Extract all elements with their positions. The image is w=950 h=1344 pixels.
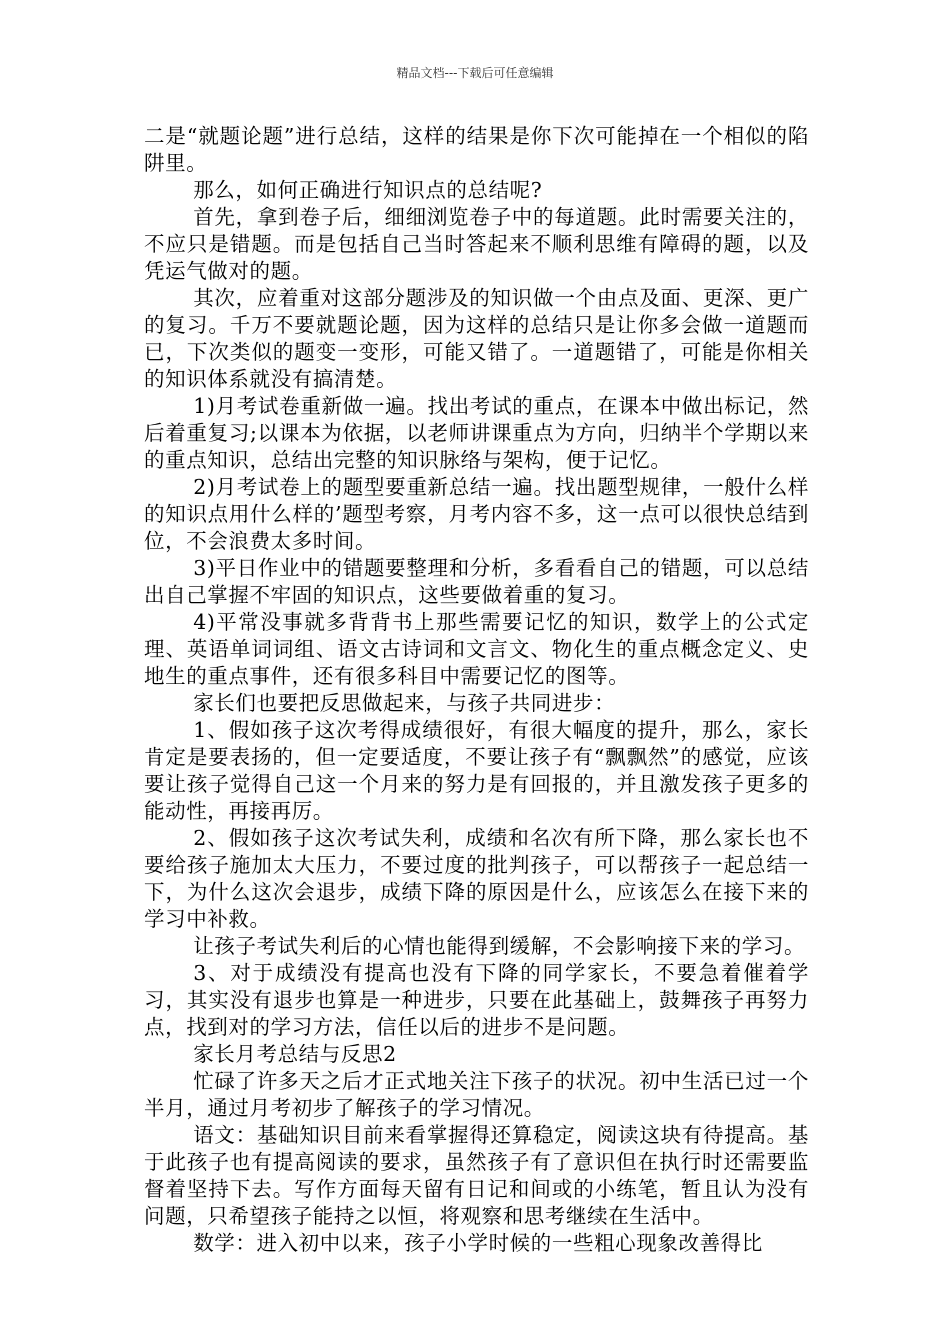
paragraph: 语文：基础知识目前来看掌握得还算稳定，阅读这块有待提高。基于此孩子也有提高阅读的要求，虽然孩子有了意识但在执行时还需要监督着坚持下去。写作方面每天留有日记和间或的小练笔，暂且认为没有问题，只希望孩子能持之以恒，将观察和思考继续在生活中。 xyxy=(144,1123,809,1228)
document-body xyxy=(144,123,809,1257)
list-item-paragraph: 3)平日作业中的错题要整理和分析，多看看自己的错题，可以总结出自己掌握不牢固的知识点，这些要做着重的复习。 xyxy=(144,556,809,607)
paragraph: 让孩子考试失利后的心情也能得到缓解，不会影响接下来的学习。 xyxy=(193,934,806,958)
paragraph: 家长们也要把反思做起来，与孩子共同进步： xyxy=(193,691,616,715)
list-item-paragraph: 4)平常没事就多背背书上那些需要记忆的知识，数学上的公式定理、英语单词词组、语文古诗词和文言文、物化生的重点概念定义、史地生的重点事件，还有很多科目中需要记忆的图等。 xyxy=(144,610,809,688)
section-title: 家长月考总结与反思2 xyxy=(193,1042,397,1066)
paragraph: 首先，拿到卷子后，细细浏览卷子中的每道题。此时需要关注的，不应只是错题。而是包括自己当时答起来不顺利思维有障碍的题，以及凭运气做对的题。 xyxy=(144,205,809,283)
paragraph: 二是“就题论题”进行总结，这样的结果是你下次可能掉在一个相似的陷阱里。 xyxy=(144,124,809,175)
page-header: 精品文档---下载后可任意编辑 xyxy=(396,66,554,80)
list-item-paragraph: 1)月考试卷重新做一遍。找出考试的重点，在课本中做出标记，然后着重复习;以课本为依据，以老师讲课重点为方向，归纳半个学期以来的重点知识，总结出完整的知识脉络与架构，便于记忆。 xyxy=(144,394,809,472)
list-item-paragraph: 3、对于成绩没有提高也没有下降的同学家长，不要急着催着学习，其实没有退步也算是一种进步，只要在此基础上，鼓舞孩子再努力点，找到对的学习方法，信任以后的进步不是问题。 xyxy=(144,961,809,1039)
paragraph: 那么，如何正确进行知识点的总结呢? xyxy=(193,178,543,202)
list-item-paragraph: 2)月考试卷上的题型要重新总结一遍。找出题型规律，一般什么样的知识点用什么样的’题型考察，月考内容不多，这一点可以很快总结到位，不会浪费太多时间。 xyxy=(144,475,809,553)
list-item-paragraph: 2、假如孩子这次考试失利，成绩和名次有所下降，那么家长也不要给孩子施加太大压力，不要过度的批判孩子，可以帮孩子一起总结一下，为什么这次会退步，成绩下降的原因是什么，应该怎么在接下来的学习中补救。 xyxy=(144,826,809,931)
paragraph: 数学：进入初中以来，孩子小学时候的一些粗心现象改善得比 xyxy=(193,1231,763,1255)
paragraph: 其次，应着重对这部分题涉及的知识做一个由点及面、更深、更广的复习。千万不要就题论题，因为这样的总结只是让你多会做一道题而已，下次类似的题变一变形，可能又错了。一道题错了，可能是你相关的知识体系就没有搞清楚。 xyxy=(144,286,809,391)
paragraph: 忙碌了许多天之后才正式地关注下孩子的状况。初中生活已过一个半月，通过月考初步了解孩子的学习情况。 xyxy=(144,1069,809,1120)
list-item-paragraph: 1、假如孩子这次考得成绩很好，有很大幅度的提升，那么，家长肯定是要表扬的，但一定要适度，不要让孩子有“飘飘然”的感觉，应该要让孩子觉得自己这一个月来的努力是有回报的，并且激发孩子更多的能动性，再接再厉。 xyxy=(144,718,809,823)
